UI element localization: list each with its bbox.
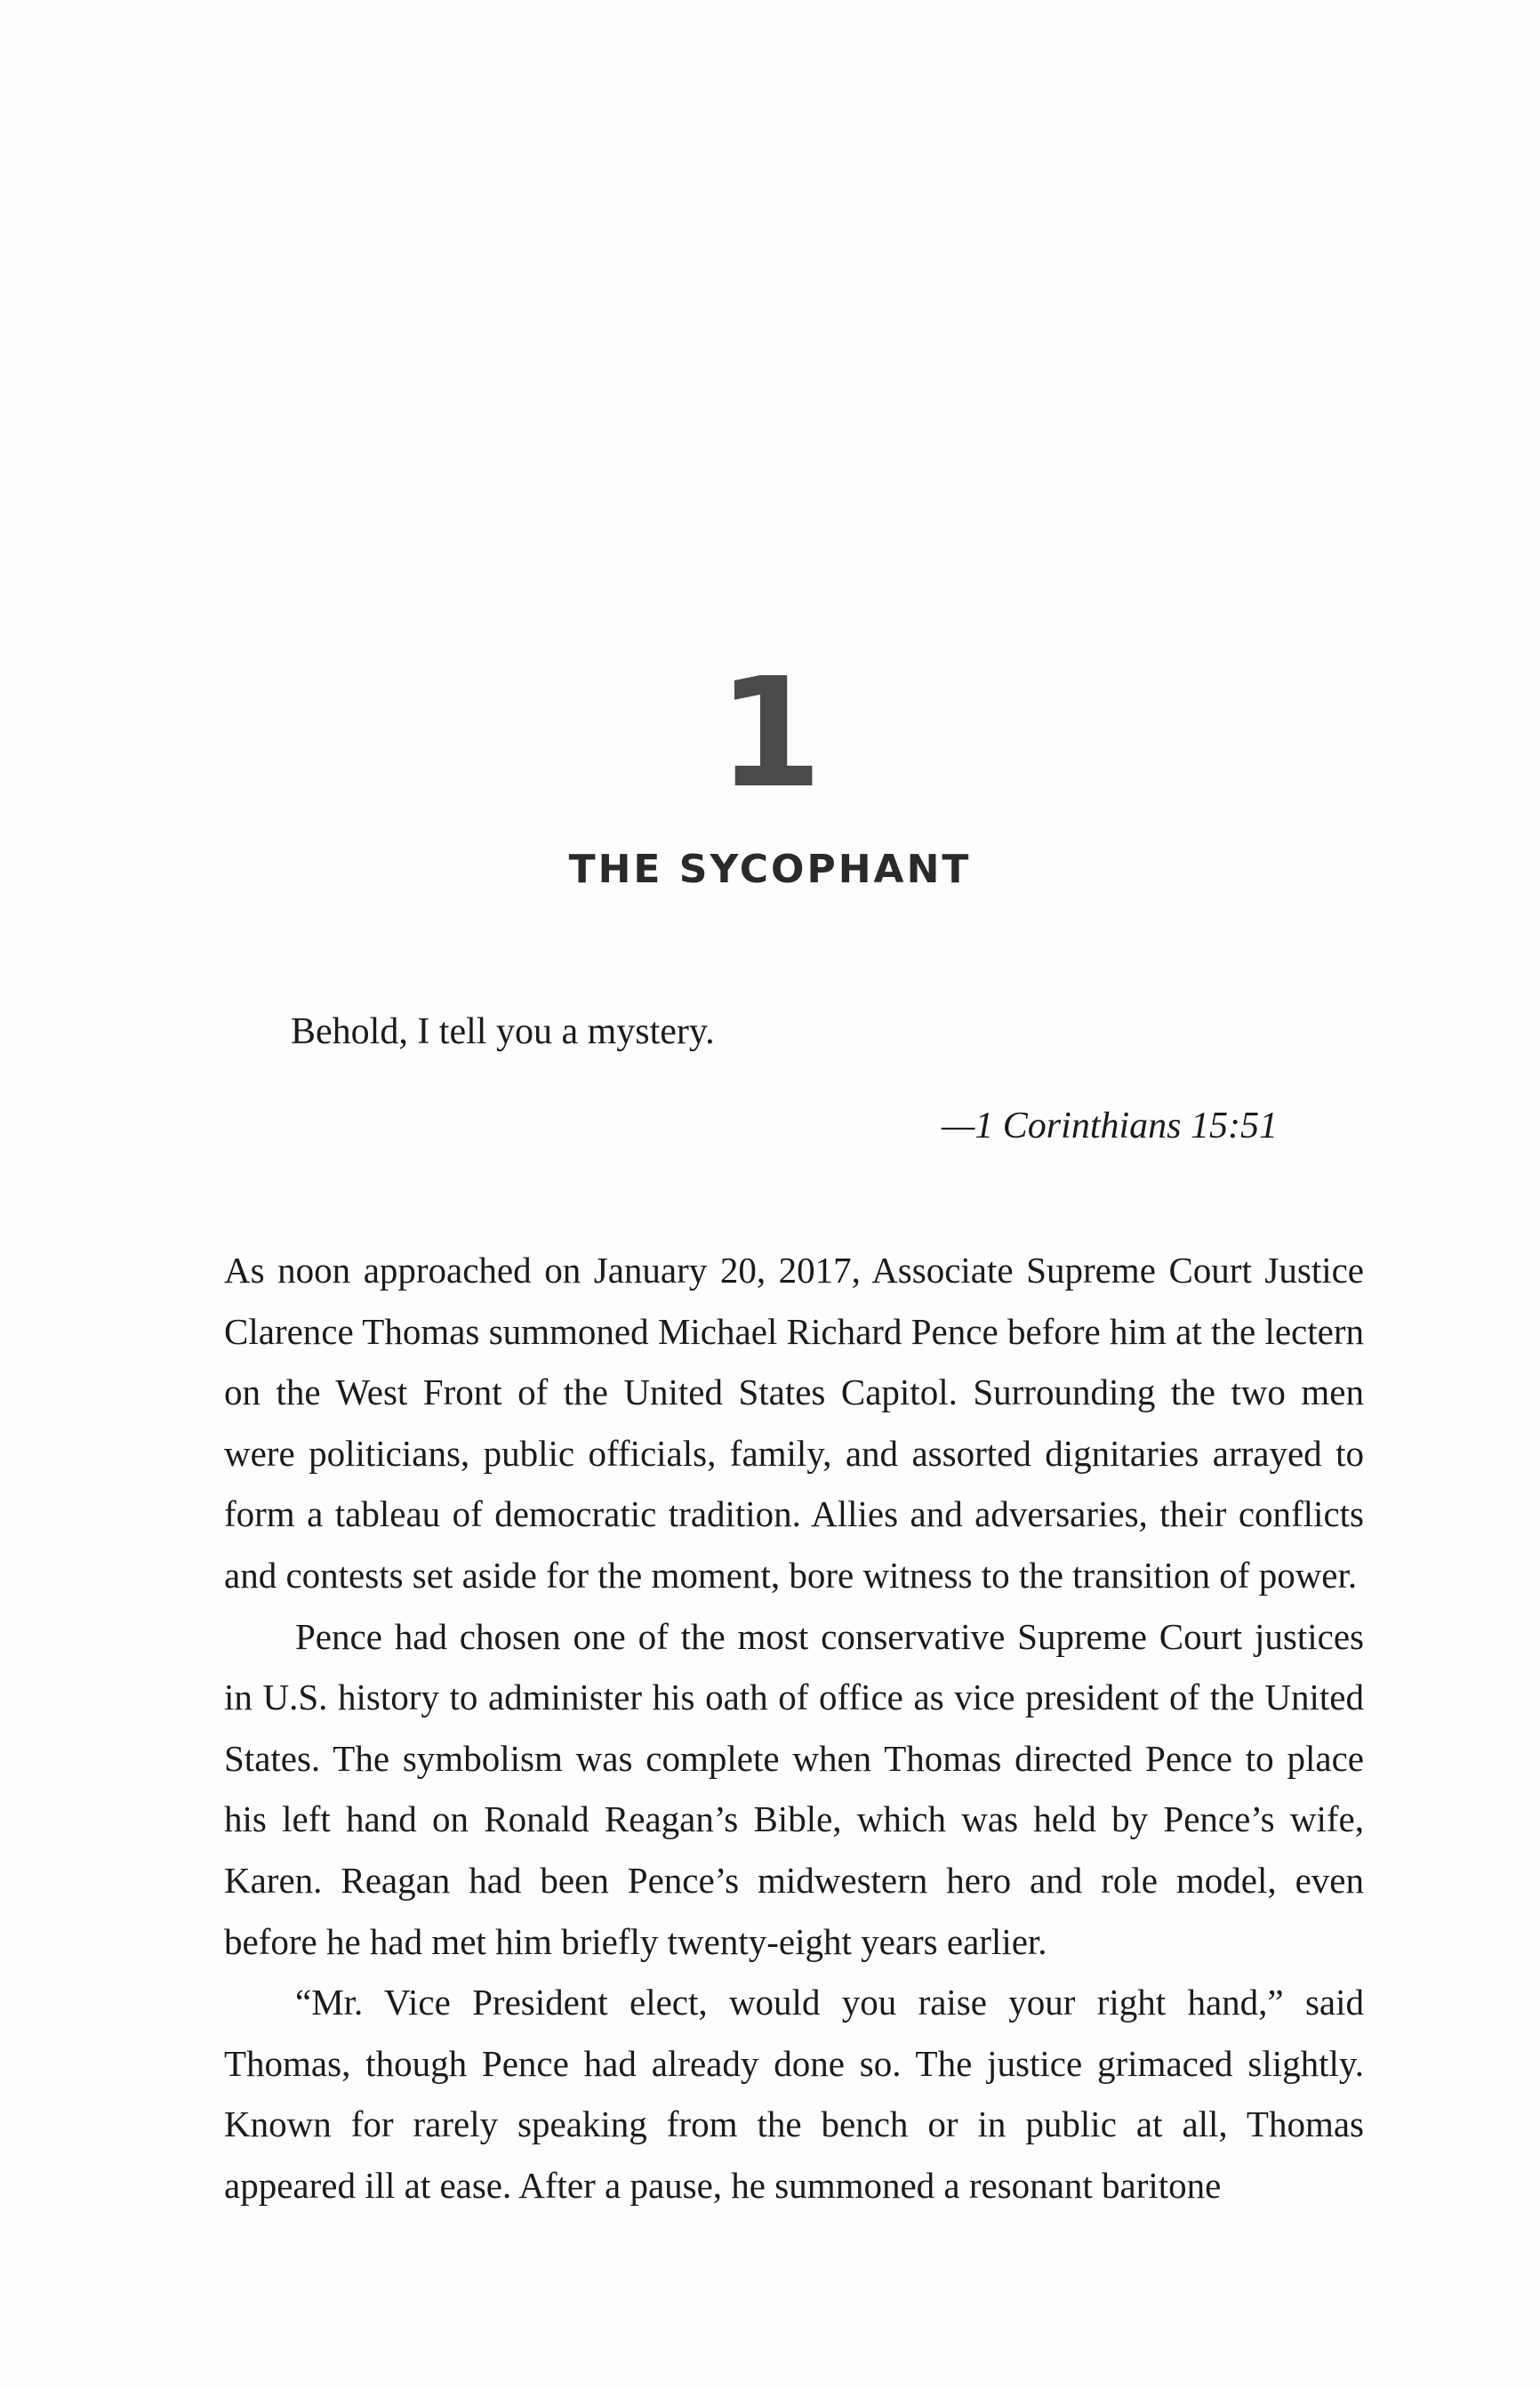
chapter-number: 1 — [717, 646, 823, 822]
epigraph — [291, 1005, 1278, 1153]
epigraph-source: —1 Corinthians 15:51 — [941, 1106, 1278, 1146]
paragraph-1: As noon approached on January 20, 2017, Associate Supreme Court Justice Clarence Thomas summoned Michael Richard Pence before him at the lectern on the West Front of the United States Capitol. Surrounding the two men were politicians, public officials, family, and assorted dignitaries arrayed to form a tableau of democratic tradition. Allies and adversaries, their conflicts and contests set aside for the moment, bore witness to the transition of power. — [224, 1250, 1364, 1596]
paragraph-2: Pence had chosen one of the most conservative Supreme Court justices in U.S. history to administer his oath of office as vice president of the United States. The symbolism was complete when Thomas directed Pence to place his left hand on Ronald Reagan’s Bible, which was held by Pence’s wife, Karen. Reagan had been Pence’s midwestern hero and role model, even before he had met him briefly twenty-eight years earlier. — [224, 1615, 1364, 1962]
epigraph-text: Behold, I tell you a mystery. — [291, 1011, 715, 1052]
chapter-title: THE SYCOPHANT — [568, 847, 972, 892]
paragraph-3: “Mr. Vice President elect, would you raise your right hand,” said Thomas, though Pence had already done so. The justice grimaced slightly. Known for rarely speaking from the bench or in public at all, Thomas appeared ill at ease. After a pause, he summoned a resonant baritone — [224, 1982, 1364, 2206]
body-text — [224, 1240, 1364, 2216]
